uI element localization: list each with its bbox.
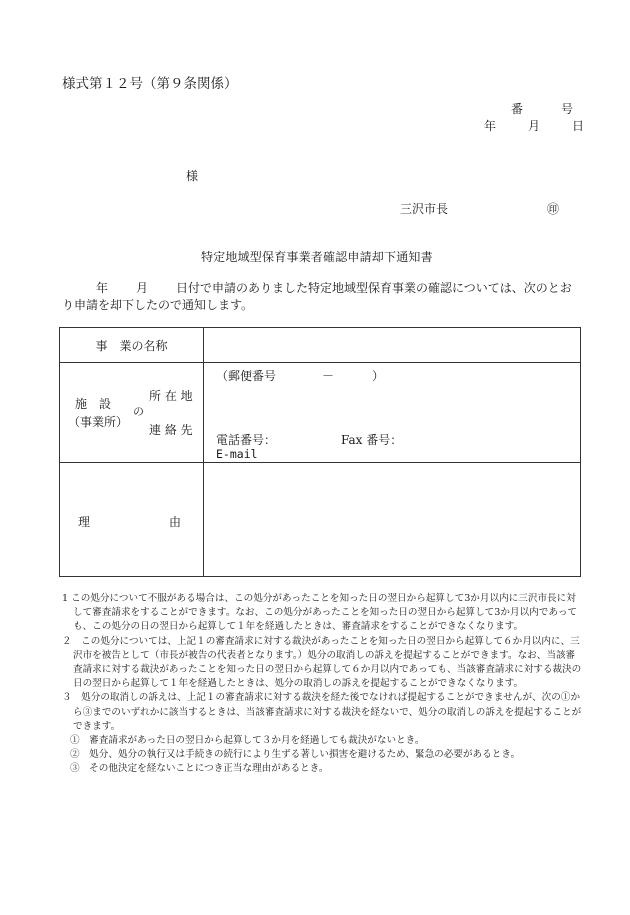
reason-label-a: 理 — [78, 515, 91, 529]
contact-label: 連 絡 先 — [149, 423, 193, 437]
facility-label-cell — [60, 363, 204, 463]
body-month: 月 — [136, 281, 149, 295]
row-facility — [60, 363, 581, 463]
facility-label-line1: 施 設 — [75, 397, 112, 411]
document-number-line — [511, 100, 573, 117]
year-label: 年 — [484, 119, 497, 133]
postal-code-close: ） — [372, 369, 385, 383]
postal-code-label: （郵便番号 — [216, 369, 277, 383]
business-name-value[interactable] — [204, 328, 581, 363]
date-line — [484, 117, 584, 134]
reason-label-b: 由 — [169, 515, 182, 529]
document-title: 特定地域型保育事業者確認申請却下通知書 — [201, 250, 433, 264]
day-label: 日 — [572, 119, 585, 133]
note-3-item-2: ② 処分、処分の執行又は手続きの続行により生ずる著しい損害を避けるため、緊急の必要があるとき。 — [70, 749, 521, 761]
sender-name: 三沢市長 — [400, 202, 449, 216]
form-number: 様式第１２号（第９条関係） — [62, 76, 238, 92]
body-paragraph — [62, 280, 580, 314]
seal-mark: ㊞ — [547, 202, 560, 216]
row-business-name — [60, 328, 581, 363]
business-name-label-a: 事 — [95, 338, 108, 353]
location-label: 所 在 地 — [149, 389, 193, 403]
note-3: ３ 処分の取消しの訴えは、上記１の審査請求に対する裁決を経た後でなければ提起することができませんが、次の①から③までのいずれかに該当するときは、当該審査請求に対する裁決を経ないで、処分の取消しの訴えを提起することができます。 — [62, 692, 582, 732]
reason-label-cell — [60, 463, 204, 577]
notice-table — [59, 327, 581, 577]
note-3-item-1: ① 審査請求があった日の翌日から起算して３か月を経過しても裁決がないとき。 — [70, 735, 425, 747]
postal-code-dash: － — [322, 369, 335, 383]
phone-label[interactable]: 電話番号： — [216, 433, 277, 447]
notes-section — [62, 592, 582, 777]
no-particle: の — [133, 405, 144, 418]
note-1: 1 この処分について不服がある場合は、この処分があったことを知った日の翌日から起算して3か月以内に三沢市長に対して審査請求をすることができます。なお、この処分があったことを知った日の翌日から起算して3か月以内であっても、この処分の日の翌日から起算して１年を経過したときは、審査請求をすることができなくなります。 — [62, 593, 578, 633]
addressee-suffix: 様 — [186, 169, 199, 183]
business-name-label — [60, 328, 204, 363]
reason-value[interactable] — [204, 463, 581, 577]
note-3-item-3: ③ その他決定を経ないことにつき正当な理由があるとき。 — [70, 763, 329, 775]
business-name-label-b: 業の名称 — [119, 338, 168, 353]
ban-label: 番 — [511, 102, 524, 116]
email-label[interactable]: E-mail — [216, 447, 258, 461]
note-2: ２ この処分については、上記１の審査請求に対する裁決があったことを知った日の翌日から起算して６か月以内に、三沢市を被告として（市長が被告の代表者となります。）処分の取消しの訴えを提起することができます。なお、当該審査請求に対する裁決があったことを知った日の翌日から起算して６か月以内であっても、当該審査請求に対する裁決の日の翌日から起算して１年を経過したときは、処分の取消しの訴えを提起することができなくなります。 — [62, 635, 582, 690]
facility-label-line2: （事業所） — [68, 415, 129, 429]
go-label: 号 — [561, 102, 574, 116]
row-reason — [60, 463, 581, 577]
body-year: 年 — [96, 281, 109, 295]
body-text: 日付で申請のありました特定地域型保育事業の確認については、次のとおり申請を却下したので通知します。 — [62, 281, 572, 312]
month-label: 月 — [528, 119, 541, 133]
postal-code-line[interactable] — [216, 367, 384, 384]
fax-label[interactable]: Fax 番号： — [341, 433, 403, 447]
facility-value-cell — [204, 363, 581, 463]
